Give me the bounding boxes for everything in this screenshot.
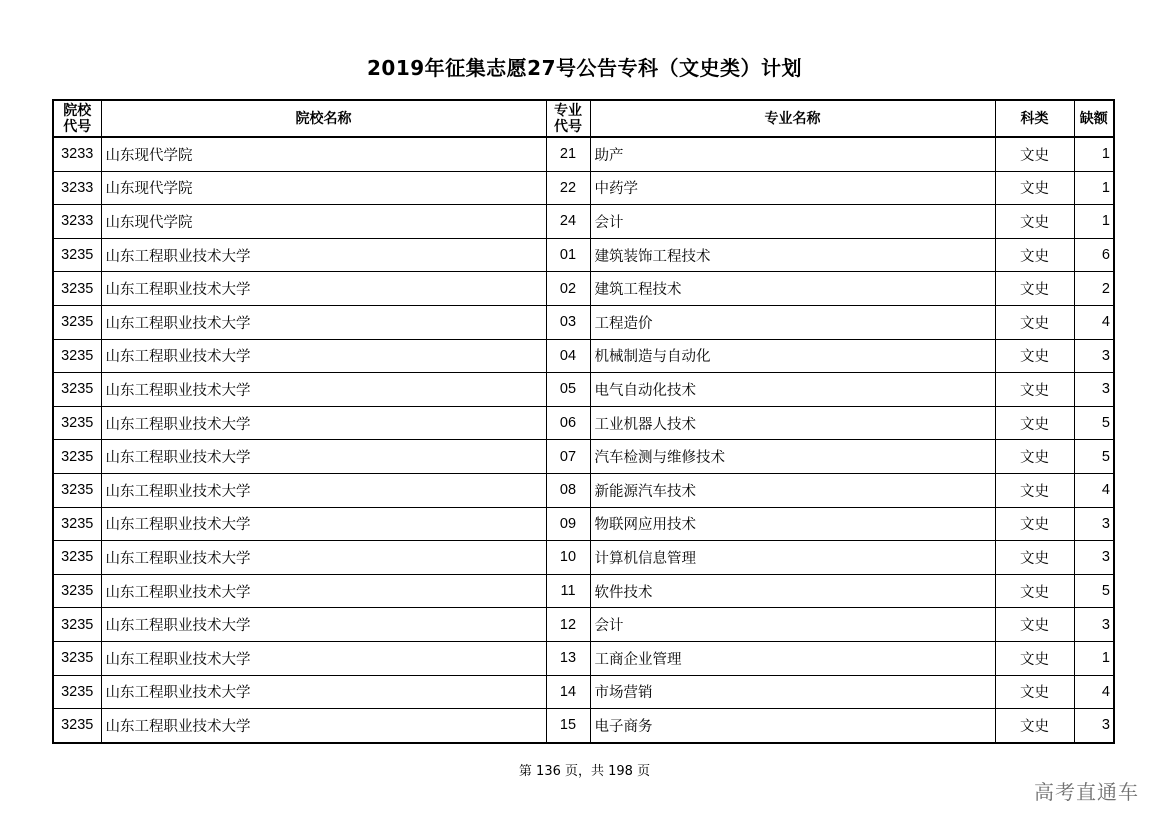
cell-major-code: 09 [546,507,590,541]
cell-major-code: 14 [546,675,590,709]
page-footer: 第 136 页，共 198 页 [518,764,651,779]
cell-category: 文史 [995,507,1074,541]
cell-vacancy: 3 [1074,507,1114,541]
cell-major-code: 06 [546,406,590,440]
table-row [53,272,1114,306]
cell-category: 文史 [995,137,1074,171]
cell-major-name: 软件技术 [590,574,995,608]
cell-major-name: 电气自动化技术 [590,373,995,407]
cell-category: 文史 [995,608,1074,642]
cell-school-name: 山东工程职业技术大学 [101,339,546,373]
cell-major-code: 08 [546,473,590,507]
cell-vacancy: 5 [1074,440,1114,474]
table-row [53,373,1114,407]
table-row [53,709,1114,743]
cell-category: 文史 [995,709,1074,743]
cell-major-name: 物联网应用技术 [590,507,995,541]
cell-vacancy: 5 [1074,574,1114,608]
header-major-name: 专业名称 [590,100,995,137]
watermark: 高考直通车 [1034,780,1139,804]
cell-major-code: 13 [546,641,590,675]
cell-school-code: 3235 [53,440,101,474]
header-major-code-line2: 代号 [554,118,582,135]
table-row [53,137,1114,171]
cell-school-code: 3235 [53,574,101,608]
cell-category: 文史 [995,541,1074,575]
cell-school-name: 山东现代学院 [101,205,546,239]
cell-school-code: 3235 [53,272,101,306]
cell-category: 文史 [995,574,1074,608]
cell-major-code: 05 [546,373,590,407]
table-row [53,440,1114,474]
cell-major-name: 建筑装饰工程技术 [590,238,995,272]
cell-major-name: 机械制造与自动化 [590,339,995,373]
cell-category: 文史 [995,305,1074,339]
cell-category: 文史 [995,675,1074,709]
table-row [53,238,1114,272]
table-row [53,675,1114,709]
table-row [53,305,1114,339]
cell-category: 文史 [995,641,1074,675]
cell-vacancy: 4 [1074,305,1114,339]
cell-vacancy: 1 [1074,171,1114,205]
cell-school-name: 山东工程职业技术大学 [101,305,546,339]
cell-major-name: 建筑工程技术 [590,272,995,306]
cell-school-code: 3235 [53,473,101,507]
cell-school-code: 3235 [53,406,101,440]
cell-school-name: 山东工程职业技术大学 [101,675,546,709]
cell-major-name: 电子商务 [590,709,995,743]
cell-vacancy: 4 [1074,675,1114,709]
header-school-code [53,100,101,137]
cell-vacancy: 3 [1074,339,1114,373]
cell-school-name: 山东工程职业技术大学 [101,507,546,541]
cell-school-code: 3235 [53,305,101,339]
cell-major-code: 10 [546,541,590,575]
cell-school-name: 山东工程职业技术大学 [101,272,546,306]
cell-major-code: 15 [546,709,590,743]
cell-vacancy: 3 [1074,709,1114,743]
cell-major-name: 汽车检测与维修技术 [590,440,995,474]
cell-major-name: 会计 [590,205,995,239]
header-school-code-line2: 代号 [63,118,92,135]
cell-school-name: 山东工程职业技术大学 [101,473,546,507]
cell-vacancy: 5 [1074,406,1114,440]
cell-major-name: 会计 [590,608,995,642]
page-title: 2019年征集志愿27号公告专科（文史类）计划 [367,56,802,80]
header-school-name: 院校名称 [101,100,546,137]
cell-major-code: 07 [546,440,590,474]
table-row [53,574,1114,608]
cell-category: 文史 [995,272,1074,306]
table-body [53,137,1114,743]
cell-vacancy: 2 [1074,272,1114,306]
table-row [53,339,1114,373]
cell-major-name: 中药学 [590,171,995,205]
cell-school-code: 3235 [53,507,101,541]
table-row [53,641,1114,675]
cell-vacancy: 4 [1074,473,1114,507]
cell-major-code: 02 [546,272,590,306]
cell-category: 文史 [995,171,1074,205]
table-row [53,406,1114,440]
cell-vacancy: 1 [1074,641,1114,675]
cell-school-name: 山东工程职业技术大学 [101,406,546,440]
header-school-code-line1: 院校 [63,102,92,119]
cell-school-code: 3235 [53,641,101,675]
cell-vacancy: 1 [1074,137,1114,171]
cell-major-name: 助产 [590,137,995,171]
cell-school-name: 山东工程职业技术大学 [101,238,546,272]
cell-major-code: 04 [546,339,590,373]
cell-school-code: 3235 [53,675,101,709]
cell-major-name: 市场营销 [590,675,995,709]
header-category: 科类 [995,100,1074,137]
cell-school-code: 3233 [53,171,101,205]
cell-major-name: 工业机器人技术 [590,406,995,440]
header-vacancy: 缺额 [1074,100,1114,137]
cell-major-code: 22 [546,171,590,205]
cell-vacancy: 3 [1074,373,1114,407]
cell-school-name: 山东现代学院 [101,137,546,171]
cell-vacancy: 6 [1074,238,1114,272]
cell-school-code: 3235 [53,339,101,373]
plan-table [52,99,1115,744]
cell-school-code: 3235 [53,709,101,743]
cell-school-code: 3235 [53,238,101,272]
table-row [53,608,1114,642]
cell-vacancy: 1 [1074,205,1114,239]
cell-school-code: 3235 [53,373,101,407]
cell-major-name: 工程造价 [590,305,995,339]
cell-major-code: 21 [546,137,590,171]
cell-school-name: 山东现代学院 [101,171,546,205]
cell-school-name: 山东工程职业技术大学 [101,641,546,675]
cell-school-name: 山东工程职业技术大学 [101,440,546,474]
cell-category: 文史 [995,473,1074,507]
cell-category: 文史 [995,373,1074,407]
cell-major-name: 计算机信息管理 [590,541,995,575]
cell-vacancy: 3 [1074,541,1114,575]
cell-school-name: 山东工程职业技术大学 [101,574,546,608]
table-row [53,473,1114,507]
cell-school-code: 3235 [53,608,101,642]
cell-major-code: 03 [546,305,590,339]
cell-category: 文史 [995,238,1074,272]
table-row [53,171,1114,205]
cell-major-name: 工商企业管理 [590,641,995,675]
cell-school-name: 山东工程职业技术大学 [101,541,546,575]
cell-category: 文史 [995,205,1074,239]
cell-school-code: 3233 [53,205,101,239]
cell-category: 文史 [995,406,1074,440]
cell-category: 文史 [995,339,1074,373]
cell-school-name: 山东工程职业技术大学 [101,608,546,642]
cell-major-name: 新能源汽车技术 [590,473,995,507]
table-row [53,507,1114,541]
cell-major-code: 12 [546,608,590,642]
cell-major-code: 24 [546,205,590,239]
cell-category: 文史 [995,440,1074,474]
cell-school-code: 3233 [53,137,101,171]
cell-school-name: 山东工程职业技术大学 [101,373,546,407]
table-row [53,541,1114,575]
cell-major-code: 01 [546,238,590,272]
header-major-code [546,100,590,137]
cell-school-code: 3235 [53,541,101,575]
cell-vacancy: 3 [1074,608,1114,642]
cell-school-name: 山东工程职业技术大学 [101,709,546,743]
header-major-code-line1: 专业 [554,102,582,119]
cell-major-code: 11 [546,574,590,608]
table-header-row [53,100,1114,137]
table-row [53,205,1114,239]
